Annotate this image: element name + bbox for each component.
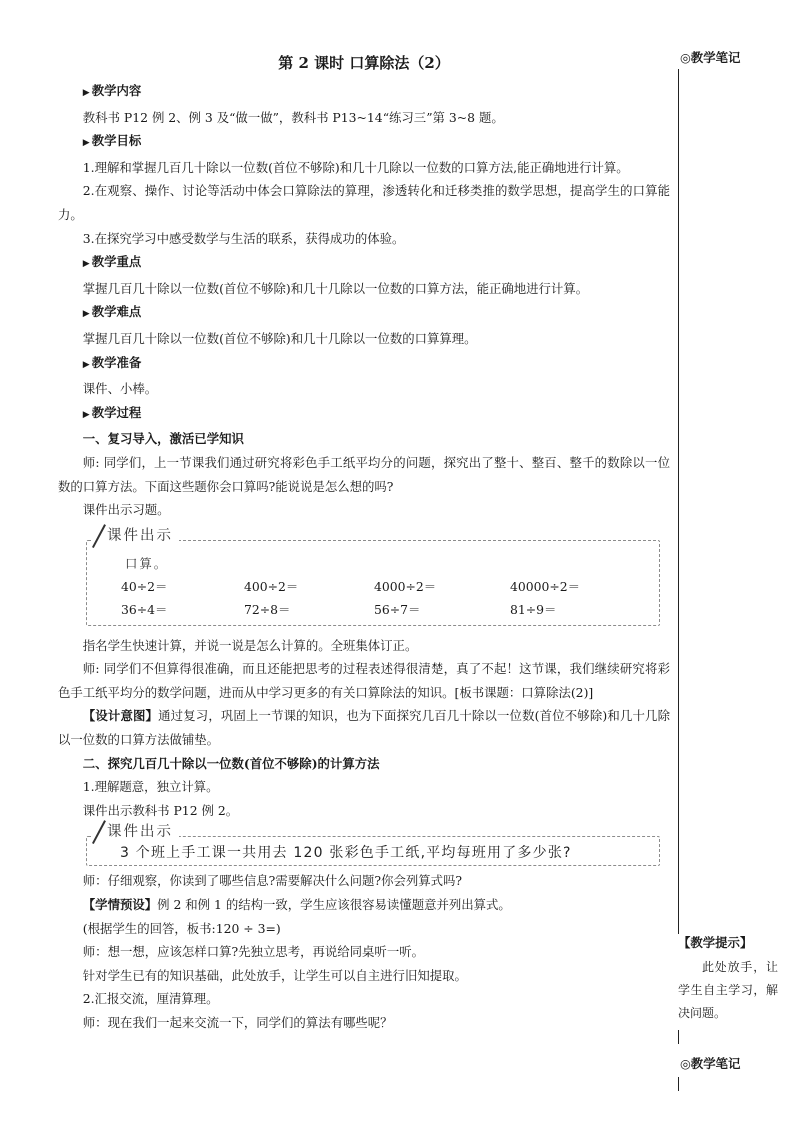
calc-item: 40000÷2＝ xyxy=(510,578,581,594)
section-heading-prep xyxy=(58,351,670,378)
heading-text: 教学过程 xyxy=(91,404,142,420)
design-intent xyxy=(58,704,670,751)
part2-paragraph-6: 针对学生已有的知识基础，此处放手，让学生可以自主进行旧知提取。 xyxy=(82,967,467,983)
preview-label: 【学情预设】 xyxy=(82,897,158,913)
goal-1: 1.理解和掌握几百几十除以一位数(首位不够除)和几十几除以一位数的口算方法,能正确地进行计算。 xyxy=(82,159,629,175)
calc-grid xyxy=(87,575,659,621)
teaching-notes-label-top: ◎教学笔记 xyxy=(680,50,741,65)
sidebar-rule-bottom xyxy=(678,1077,679,1091)
triangle-bullet-icon: ▶ xyxy=(82,88,90,98)
key-text: 掌握几百几十除以一位数(首位不够除)和几十几除以一位数的口算方法，能正确地进行计算。 xyxy=(82,280,589,296)
part1-paragraph-3: 指名学生快速计算，并说一说是怎么计算的。全班集体订正。 xyxy=(82,637,418,653)
heading-text: 教学难点 xyxy=(91,304,142,320)
sidebar-rule xyxy=(678,69,679,934)
triangle-bullet-icon: ▶ xyxy=(82,309,90,320)
part1-paragraph-1: 师: 同学们，上一节课我们通过研究将彩色手工纸平均分的问题，探究出了整十、整百、整千的数除以一位数的口算方法。下面这些题你会口算吗?能说说是怎么想的吗? xyxy=(58,454,670,494)
teaching-tip-title: 【教学提示】 xyxy=(678,935,753,950)
courseware-box-frame xyxy=(86,527,660,626)
part2-paragraph-4: (根据学生的回答，板书:120 ÷ 3=) xyxy=(82,920,281,936)
exercise-instruction: 口算。 xyxy=(125,555,169,571)
section-heading-goals xyxy=(58,129,670,156)
goal-3: 3.在探究学习中感受数学与生活的联系，获得成功的体验。 xyxy=(82,230,405,246)
part2-paragraph-8: 师：现在我们一起来交流一下，同学们的算法有哪些呢？ xyxy=(82,1015,393,1030)
heading-text: 教学重点 xyxy=(91,254,142,270)
courseware-label xyxy=(91,525,179,547)
calc-item: 40÷2＝ xyxy=(121,578,168,594)
part2-paragraph-3: 师：仔细观察，你读到了哪些信息?需要解决什么问题?你会列算式吗? xyxy=(82,873,463,889)
content-text: 教科书 P12 例 2、例 3 及“做一做”，教科书 P13~14“练习三”第 3~8 题。 xyxy=(82,109,504,125)
part2-paragraph-5: 师：想一想，应该怎样口算?先独立思考，再说给同桌听一听。 xyxy=(82,944,424,960)
calc-item: 4000÷2＝ xyxy=(374,578,437,594)
teaching-notes-label-bottom: ◎教学笔记 xyxy=(680,1056,741,1071)
design-intent-label: 【设计意图】 xyxy=(82,708,159,724)
heading-text: 教学准备 xyxy=(91,354,142,370)
part2-heading: 二、探究几百几十除以一位数(首位不够除)的计算方法 xyxy=(82,755,380,771)
courseware-box-frame xyxy=(86,824,660,866)
preview-text: 例 2 和例 1 的结构一致，学生应该很容易读懂题意并列出算式。 xyxy=(157,897,511,913)
calc-item: 72÷8＝ xyxy=(244,601,291,617)
sidebar-rule-short xyxy=(678,1030,679,1044)
goal-2: 2.在观察、操作、讨论等活动中体会口算除法的算理，渗透转化和迁移类推的数学思想，提高学生的口算能力。 xyxy=(58,183,670,222)
part1-heading: 一、复习导入，激活已学知识 xyxy=(82,431,244,447)
calc-item: 36÷4＝ xyxy=(121,601,168,617)
section-heading-content xyxy=(58,79,670,106)
heading-text: 教学目标 xyxy=(91,133,142,149)
page-title: 第 2 课时 口算除法（2） xyxy=(278,54,450,72)
main-column xyxy=(58,50,670,1035)
slash-icon xyxy=(93,525,105,547)
design-intent-text: 通过复习，巩固上一节课的知识，也为下面探究几百几十除以一位数(首位不够除)和几十几除以一位数的口算方法做铺垫。 xyxy=(58,708,670,748)
courseware-label-text: 课件出示 xyxy=(107,527,173,544)
part1-paragraph-2: 课件出示习题。 xyxy=(82,502,170,518)
part1-paragraph-4: 师: 同学们不但算得很准确，而且还能把思考的过程表述得很清楚，真了不起！这节课，我们继续研究将彩色手工纸平均分的数学问题，进而从中学习更多的有关口算除法的知识。[板书课题：口算除法(2)] xyxy=(58,661,670,700)
calc-item: 56÷7＝ xyxy=(374,601,421,617)
part2-paragraph-7: 2.汇报交流，厘清算理。 xyxy=(82,991,219,1007)
courseware-label xyxy=(91,821,179,843)
difficulty-text: 掌握几百几十除以一位数(首位不够除)和几十几除以一位数的口算算理。 xyxy=(82,330,477,346)
part2-paragraph-2: 课件出示教科书 P12 例 2。 xyxy=(82,802,239,818)
triangle-bullet-icon: ▶ xyxy=(82,409,90,420)
prep-text: 课件、小棒。 xyxy=(82,381,158,397)
section-heading-difficulty xyxy=(58,300,670,327)
triangle-bullet-icon: ▶ xyxy=(82,259,90,270)
courseware-box-2 xyxy=(86,824,660,866)
slash-icon xyxy=(93,821,105,843)
heading-text: 教学内容 xyxy=(91,83,142,98)
part2-paragraph-1: 1.理解题意，独立计算。 xyxy=(82,779,219,795)
triangle-bullet-icon: ▶ xyxy=(82,138,90,149)
triangle-bullet-icon: ▶ xyxy=(82,359,90,370)
example-problem: 3 个班上手工课一共用去 120 张彩色手工纸,平均每班用了多少张? xyxy=(120,845,572,862)
section-heading-process xyxy=(58,401,670,428)
student-preview xyxy=(58,893,670,917)
courseware-label-text: 课件出示 xyxy=(107,824,173,841)
calc-item: 400÷2＝ xyxy=(244,578,299,594)
section-heading-key xyxy=(58,250,670,277)
teaching-tip-text: 此处放手，让学生自主学习，解决问题。 xyxy=(678,960,778,1020)
calc-item: 81÷9＝ xyxy=(510,601,557,617)
courseware-box-1 xyxy=(86,527,660,626)
